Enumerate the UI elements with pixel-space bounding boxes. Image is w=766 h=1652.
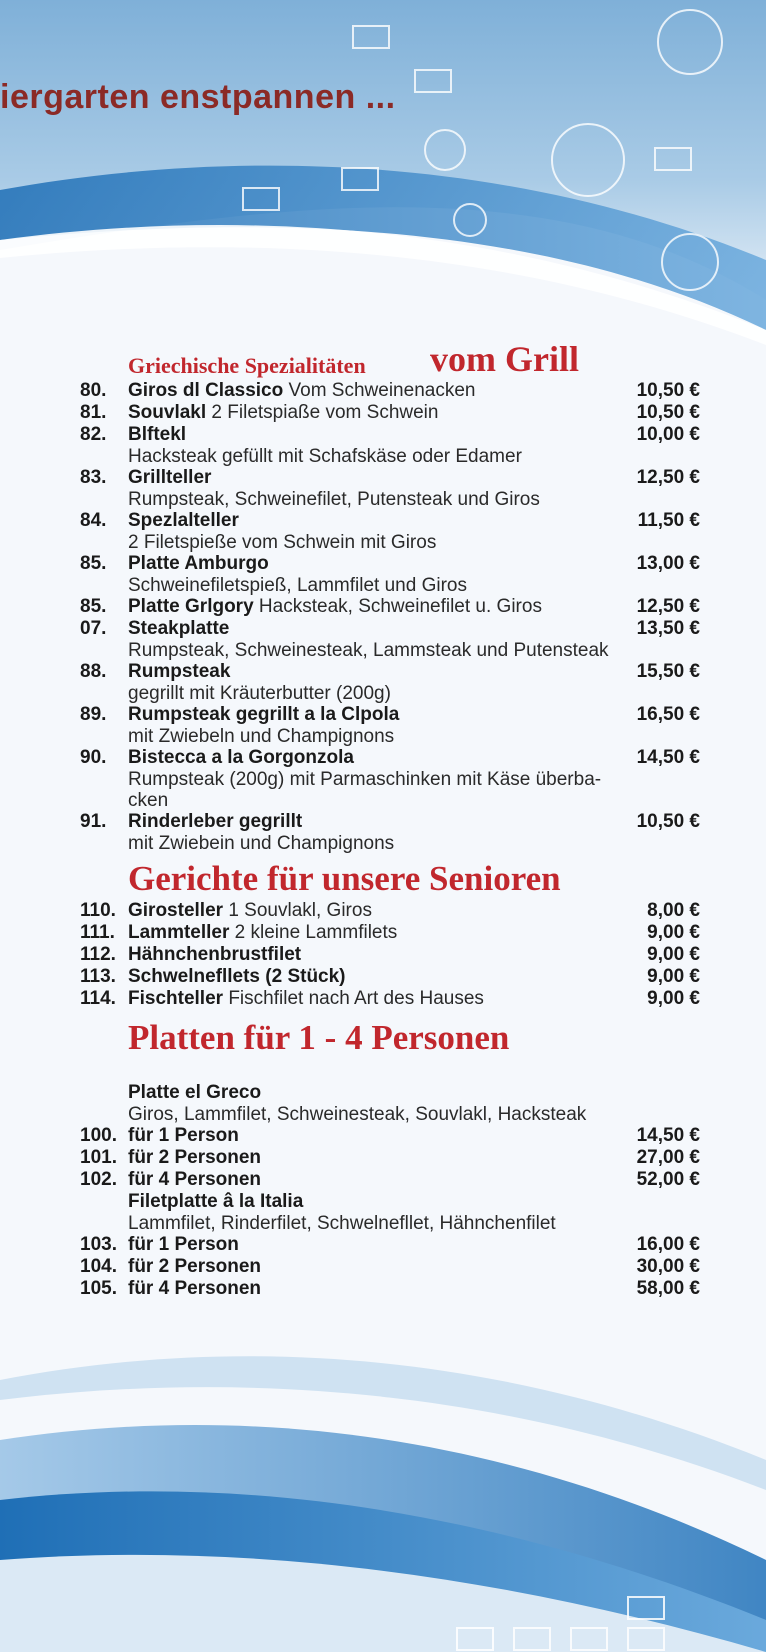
item-label [128,553,620,575]
size-label: für 1 Person [128,1234,239,1255]
item-subline: Rumpsteak, Schweinefilet, Putensteak und Giros [128,489,540,510]
menu-item [80,944,700,966]
platte-size-row [80,1278,700,1300]
item-label [128,424,620,446]
item-description: Hacksteak, Schweinefilet u. Giros [253,596,542,617]
item-number: 84. [80,510,107,531]
item-label [128,922,620,944]
menu-item [80,618,700,640]
platte-italia-desc: Lammfilet, Rinderfilet, Schwelnefllet, Hähnchenfilet [128,1213,556,1234]
item-name: Lammteller [128,922,230,943]
item-number: 103. [80,1234,117,1255]
platte-size-row [80,1234,700,1256]
item-description: Fischfilet nach Art des Hauses [223,988,484,1009]
item-number: 114. [80,988,116,1009]
item-name: Blftekl [128,424,187,445]
grill-list [80,380,700,854]
item-number: 113. [80,966,116,987]
item-subline: 2 Filetspieße vom Schwein mit Giros [128,532,437,553]
menu-item [80,966,700,988]
item-price: 10,50 € [636,811,700,832]
item-number: 104. [80,1256,117,1277]
item-subline: Rumpsteak, Schweinesteak, Lammsteak und Putensteak [128,640,609,661]
item-subline: gegrillt mit Kräuterbutter (200g) [128,683,391,704]
menu-item [80,661,700,683]
menu-item [80,704,700,726]
size-label: für 4 Personen [128,1278,262,1299]
item-description: 1 Souvlakl, Giros [223,900,372,921]
item-number: 07. [80,618,107,639]
item-number: 85. [80,553,107,574]
menu-item [80,922,700,944]
menu-item [80,402,700,424]
item-subline: cken [128,790,169,811]
menu-item [80,988,700,1010]
item-description: 2 Filetspiaße vom Schwein [206,402,439,423]
item-subline: Schweinefiletspieß, Lammfilet und Giros [128,575,467,596]
item-price: 30,00 € [636,1256,700,1277]
item-label [128,747,620,769]
menu-item [80,747,700,769]
item-number: 110. [80,900,116,921]
item-name: Fischteller [128,988,224,1009]
size-label: für 2 Personen [128,1256,262,1277]
item-description: 2 kleine Lammfilets [229,922,398,943]
item-price: 58,00 € [636,1278,700,1299]
item-name: Grillteller [128,467,212,488]
menu-item [80,553,700,575]
size-label: für 4 Personen [128,1169,262,1190]
item-subline: mit Zwiebein und Champignons [128,833,395,854]
menu [80,339,700,1300]
item-description: Vom Schweinenacken [283,380,476,401]
item-label [128,944,620,966]
item-number: 90. [80,747,107,768]
item-name: Rinderleber gegrillt [128,811,303,832]
item-number: 102. [80,1169,117,1190]
item-subline: Rumpsteak (200g) mit Parmaschinken mit Käse überba- [128,769,602,790]
item-price: 9,00 € [647,922,700,943]
menu-item [80,510,700,532]
item-name: Schwelnefllets (2 Stück) [128,966,346,987]
senioren-section-title: Gerichte für unsere Senioren [128,859,561,898]
item-price: 13,50 € [636,618,700,639]
menu-item [80,596,700,618]
item-name: Platte Grlgory [128,596,254,617]
platte-greco [80,1082,700,1191]
item-name: Giros dl Classico [128,380,284,401]
item-number: 112. [80,944,116,965]
menu-item [80,811,700,833]
item-price: 11,50 € [637,510,700,531]
platte-size-row [80,1125,700,1147]
item-number: 111. [80,922,115,943]
grill-section-title [80,339,700,380]
grill-title-big: vom Grill [430,339,579,379]
item-price: 10,50 € [636,380,700,401]
item-label [128,966,620,988]
item-number: 88. [80,661,107,682]
item-price: 27,00 € [636,1147,700,1168]
item-price: 9,00 € [647,944,700,965]
item-name: Platte Amburgo [128,553,269,574]
senioren-list [80,900,700,1010]
item-number: 105. [80,1278,117,1299]
item-label [128,661,620,683]
platte-italia-header [80,1191,700,1213]
item-label [128,704,620,726]
item-number: 80. [80,380,107,401]
item-price: 12,50 € [636,467,700,488]
platte-italia-sizes [80,1234,700,1300]
item-label [128,510,620,532]
item-price: 9,00 € [647,988,700,1009]
item-label [128,467,620,489]
item-number: 83. [80,467,107,488]
item-price: 52,00 € [636,1169,700,1190]
item-number: 101. [80,1147,117,1168]
platte-italia-name: Filetplatte â la Italia [128,1191,304,1212]
item-label [128,380,620,402]
banner-heading: iergarten enstpannen ... [0,78,396,116]
item-number: 85. [80,596,107,617]
item-price: 10,00 € [636,424,700,445]
menu-item [80,380,700,402]
item-number: 91. [80,811,107,832]
platten-section-title: Platten für 1 - 4 Personen [128,1018,510,1057]
item-subline: mit Zwiebeln und Champignons [128,726,395,747]
size-label: für 2 Personen [128,1147,262,1168]
item-number: 82. [80,424,107,445]
platte-italia [80,1191,700,1300]
menu-item [80,900,700,922]
size-label: für 1 Person [128,1125,239,1146]
item-label [128,811,620,833]
item-price: 14,50 € [636,747,700,768]
platte-greco-name: Platte el Greco [128,1082,262,1103]
item-price: 15,50 € [636,661,700,682]
platte-greco-header [80,1082,700,1104]
item-price: 10,50 € [636,402,700,423]
item-number: 100. [80,1125,117,1146]
platte-greco-sizes [80,1125,700,1191]
item-name: Steakplatte [128,618,230,639]
item-name: Bistecca a la Gorgonzola [128,747,354,768]
grill-title-small: Griechische Spezialitäten [128,353,366,378]
menu-item [80,424,700,446]
platte-size-row [80,1256,700,1278]
item-name: Rumpsteak [128,661,231,682]
item-price: 12,50 € [636,596,700,617]
item-number: 81. [80,402,107,423]
item-price: 16,50 € [636,704,700,725]
item-number: 89. [80,704,107,725]
item-price: 16,00 € [636,1234,700,1255]
platte-greco-desc: Giros, Lammfilet, Schweinesteak, Souvlakl, Hacksteak [128,1104,587,1125]
item-price: 9,00 € [647,966,700,987]
item-label [128,402,620,424]
item-subline: Hacksteak gefüllt mit Schafskäse oder Edamer [128,446,522,467]
item-price: 8,00 € [647,900,700,921]
item-name: Girosteller [128,900,224,921]
item-name: Rumpsteak gegrillt a la Clpola [128,704,400,725]
item-label [128,988,620,1010]
item-label [128,900,620,922]
platte-size-row [80,1169,700,1191]
platte-size-row [80,1147,700,1169]
item-price: 14,50 € [636,1125,700,1146]
menu-item [80,467,700,489]
item-label [128,618,620,640]
item-label [128,596,620,618]
item-price: 13,00 € [636,553,700,574]
item-name: Spezlalteller [128,510,239,531]
item-name: Hähnchenbrustfilet [128,944,302,965]
item-name: Souvlakl [128,402,207,423]
